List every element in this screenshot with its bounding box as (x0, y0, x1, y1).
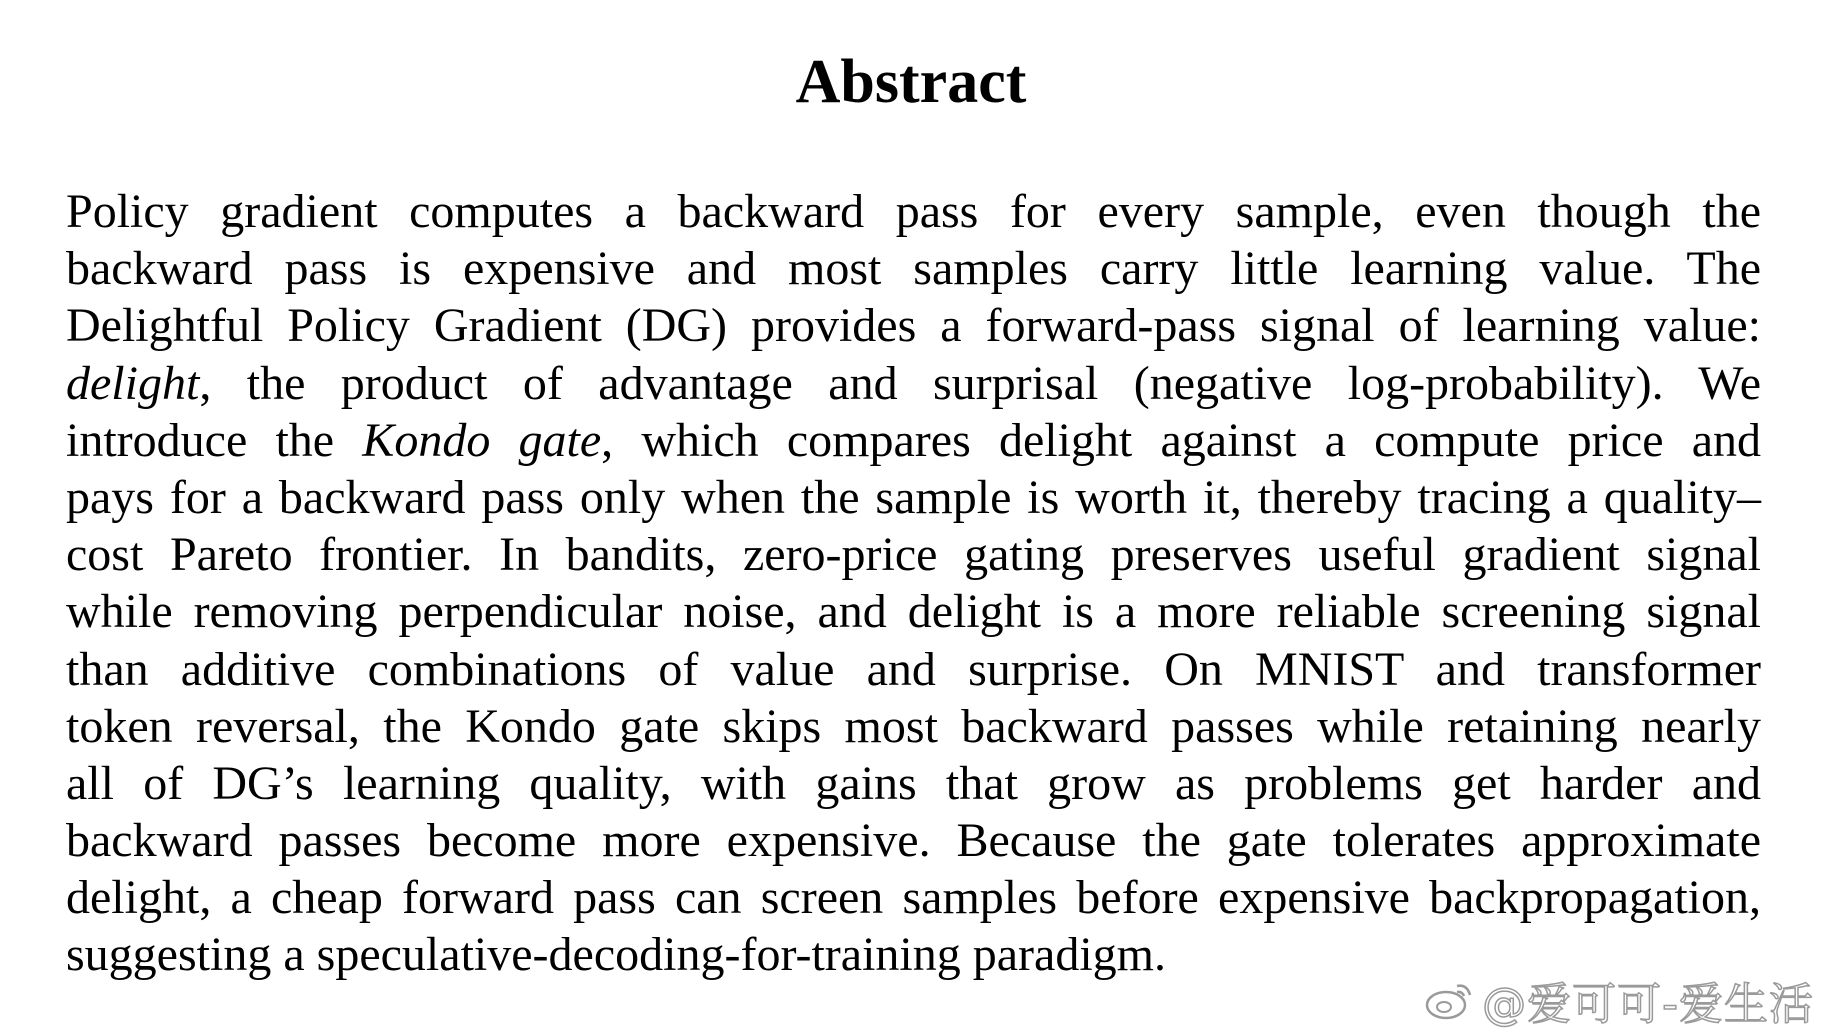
abstract-line: than additive combinations of value and surprise. On MNIST and transformer (66, 642, 1761, 696)
abstract-line: delight, the product of advantage and surprisal (negative log-probability). We (66, 356, 1761, 410)
abstract-line: while removing perpendicular noise, and delight is a more reliable screening signal (66, 585, 1761, 639)
emphasis-kondo-gate: Kondo gate (362, 413, 602, 467)
abstract-heading: Abstract (795, 48, 1027, 116)
abstract-line: backward pass is expensive and most samples carry little learning value. The (66, 242, 1761, 296)
abstract-line: pays for a backward pass only when the sample is worth it, thereby tracing a quality– (66, 470, 1761, 524)
abstract-line: Policy gradient computes a backward pass for every sample, even though the (66, 185, 1761, 238)
abstract-line: delight, a cheap forward pass can screen samples before expensive backpropagation, (66, 871, 1761, 925)
abstract-line: introduce the Kondo gate, which compares delight against a compute price and (66, 413, 1762, 467)
abstract-line: cost Pareto frontier. In bandits, zero-price gating preserves useful gradient signal (66, 528, 1761, 582)
weibo-icon (1424, 978, 1476, 1022)
abstract-paragraph (66, 183, 1761, 984)
watermark-text: @爱可可-爱生活 (1482, 979, 1814, 1030)
abstract-line: suggesting a speculative-decoding-for-training paradigm. (66, 928, 1167, 982)
watermark (1424, 968, 1814, 1032)
abstract-line: token reversal, the Kondo gate skips most backward passes while retaining nearly (66, 699, 1761, 753)
emphasis-delight: delight (66, 356, 200, 410)
abstract-line: backward passes become more expensive. Because the gate tolerates approximate (66, 814, 1761, 868)
abstract-line: all of DG’s learning quality, with gains that grow as problems get harder and (66, 756, 1761, 810)
abstract-line: Delightful Policy Gradient (DG) provides a forward-pass signal of learning value: (66, 299, 1761, 353)
